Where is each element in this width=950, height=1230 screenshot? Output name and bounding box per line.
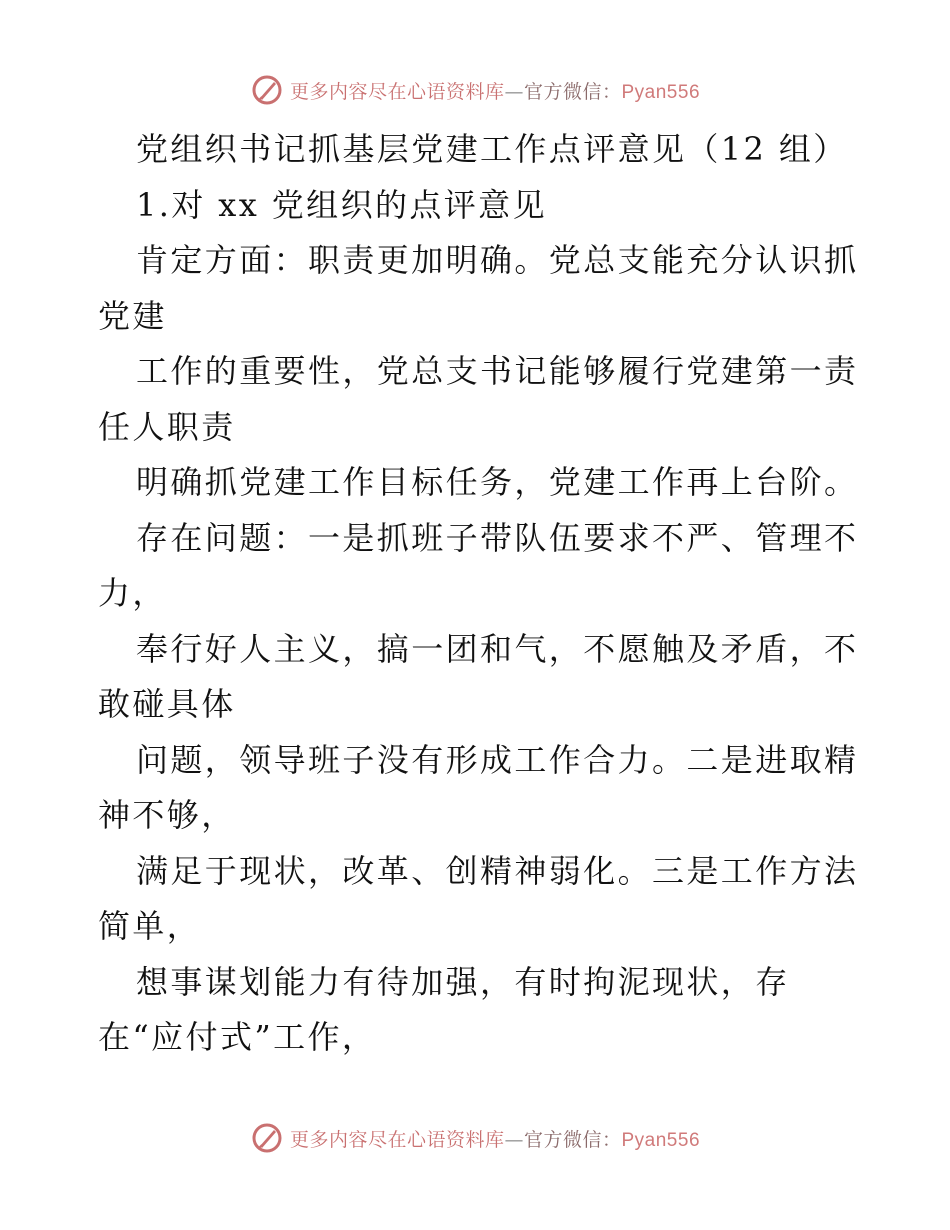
text-line: 明确抓党建工作目标任务，党建工作再上台阶。: [136, 463, 859, 501]
text-line: 存在问题：一是抓班子带队伍要求不严、管理不: [136, 518, 859, 557]
text-line: 奉行好人主义，搞一团和气，不愿触及矛盾，不: [136, 629, 859, 668]
document-body: [98, 122, 858, 1066]
text-line: 工作的重要性，党总支书记能够履行党建第一责: [136, 352, 859, 390]
text-line: 想事谋划能力有待加强，有时拘泥现状，存: [136, 962, 790, 1001]
banner-promo: 更多内容尽在心语资料库: [289, 80, 505, 103]
text-line: 满足于现状，改革、创精神弱化。三是工作方法: [136, 851, 859, 890]
banner-separator: —: [504, 80, 524, 103]
text-line: 党建: [98, 296, 167, 335]
quill-pen-logo-icon: [250, 73, 284, 107]
text-line: 1.对 xx 党组织的点评意见: [136, 185, 547, 224]
header-watermark-banner: [0, 70, 950, 110]
text-line: 敢碰具体: [98, 685, 236, 723]
text-line: 任人职责: [98, 407, 236, 446]
text-line: 力，: [98, 574, 167, 612]
banner-wechat-label: 官方微信：: [523, 80, 622, 103]
banner-wechat-label: 官方微信：: [523, 1128, 622, 1151]
banner-text: [290, 1125, 700, 1152]
banner-text: [290, 77, 700, 104]
quill-pen-logo-icon: [250, 1121, 284, 1155]
footer-watermark-banner: [0, 1118, 950, 1158]
text-line: 肯定方面：职责更加明确。党总支能充分认识抓: [136, 241, 859, 279]
text-line: 党组织书记抓基层党建工作点评意见（12 组）: [136, 130, 848, 168]
banner-separator: —: [504, 1128, 524, 1151]
text-line: 神不够，: [98, 796, 236, 834]
text-line: 简单，: [98, 907, 202, 945]
banner-account: Pyan556: [621, 81, 701, 103]
text-line: 问题，领导班子没有形成工作合力。二是进取精: [136, 740, 859, 779]
banner-account: Pyan556: [621, 1129, 701, 1151]
banner-promo: 更多内容尽在心语资料库: [289, 1128, 505, 1151]
text-line: 在“应付式”工作，: [98, 1018, 377, 1056]
